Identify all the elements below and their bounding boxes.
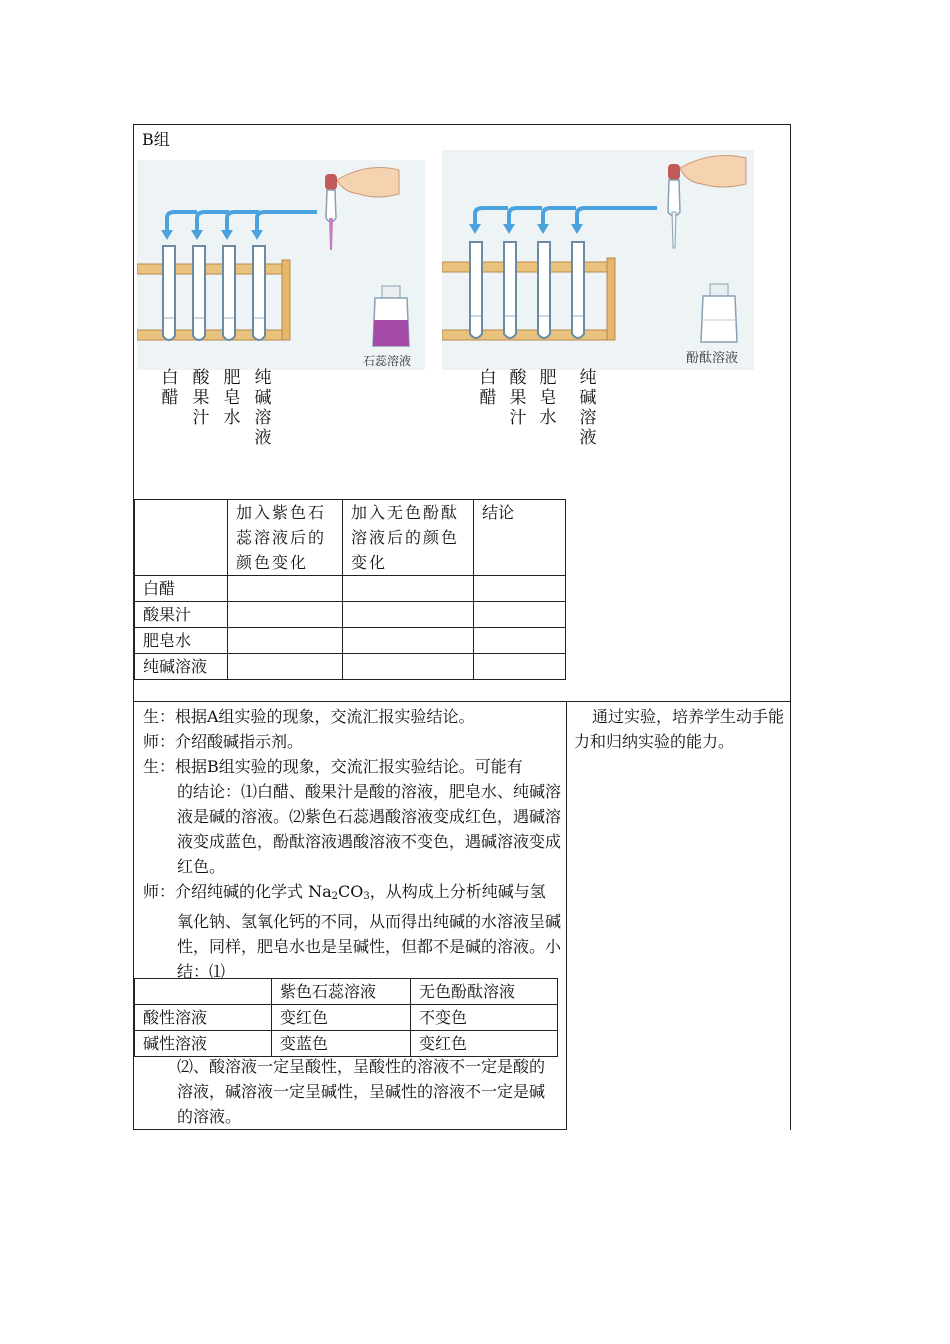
conclusion-2-text: ⑵、酸溶液一定呈酸性，呈酸性的溶液不一定是酸的溶液，碱溶液一定呈碱性，呈碱性的溶液不一定是碱的溶液。: [177, 1057, 546, 1126]
table1-cell: [474, 628, 566, 654]
litmus-bottle-label: 石蕊溶液: [363, 354, 412, 368]
frame-right: [790, 124, 791, 1130]
table2-row-acidic: 酸性溶液: [135, 1005, 272, 1031]
table1-cell: [228, 602, 343, 628]
table2-header-phenolphthalein: 无色酚酞溶液: [411, 979, 558, 1005]
table1-header-litmus: 加入紫色石蕊溶液后的颜色变化: [228, 500, 343, 576]
column-divider: [566, 701, 567, 1130]
activity-p1: 生：根据A组实验的现象，交流汇报实验结论。: [143, 707, 475, 726]
table2-cell-acidic-phenol: 不变色: [411, 1005, 558, 1031]
table1-cell: [343, 628, 474, 654]
table1-cell: [228, 576, 343, 602]
tube-label-vinegar: 白醋: [161, 368, 179, 408]
activity-text: [143, 704, 561, 984]
conclusion-2: [177, 1054, 559, 1129]
activity-p3-body: 的结论：⑴白醋、酸果汁是酸的溶液，肥皂水、纯碱溶液是碱的溶液。⑵紫色石蕊遇酸溶液变成红色，遇碱溶液变成蓝色，酚酞溶液遇酸溶液不变色，遇碱溶液变成红色。: [177, 782, 562, 876]
summary-table: [134, 978, 558, 1057]
tube-label-acid-juice: 酸果汁: [192, 368, 210, 428]
tube-label-soda-solution: 纯碱溶液: [254, 368, 272, 448]
table1-row-label: 白醋: [135, 576, 228, 602]
activity-p4-body: 氧化钠、氢氧化钙的不同，从而得出纯碱的水溶液呈碱性，同样，肥皂水也是呈碱性，但都不是碱的溶液。小结：⑴: [177, 912, 562, 981]
table2-row-basic: 碱性溶液: [135, 1031, 272, 1057]
activity-p3-head: 生：根据B组实验的现象，交流汇报实验结论。可能有: [143, 757, 523, 776]
activity-p2: 师：介绍酸碱指示剂。: [143, 732, 304, 751]
table1-row-label: 酸果汁: [135, 602, 228, 628]
phenolphthalein-experiment-illustration: [442, 150, 754, 370]
tube-label-soap-water-right: 肥皂水: [539, 368, 557, 428]
table1-header-phenolphthalein: 加入无色酚酞溶液后的颜色变化: [343, 500, 474, 576]
table1-cell: [228, 628, 343, 654]
bottom-left-border: [133, 1129, 567, 1130]
litmus-experiment-illustration: [137, 160, 425, 370]
phenolphthalein-bottle-label: 酚酞溶液: [686, 351, 739, 366]
activity-p4-head: 师：介绍纯碱的化学式 $Na_2CO_3$，从构成上分析纯碱与氢: [143, 882, 546, 902]
group-label: B组: [142, 130, 170, 149]
table2-header-litmus: 紫色石蕊溶液: [272, 979, 411, 1005]
table1-row-label: 纯碱溶液: [135, 654, 228, 680]
tube-label-vinegar-right: 白醋: [479, 368, 497, 408]
table1-cell: [474, 576, 566, 602]
table1-row-label: 肥皂水: [135, 628, 228, 654]
table1-cell: [228, 654, 343, 680]
observation-table: [134, 499, 566, 680]
row-divider: [133, 701, 791, 702]
table1-header-blank: [135, 500, 228, 576]
table1-cell: [474, 602, 566, 628]
table2-header-blank: [135, 979, 272, 1005]
tube-label-soap-water: 肥皂水: [223, 368, 241, 428]
table2-cell-basic-litmus: 变蓝色: [272, 1031, 411, 1057]
teaching-goal-text: 通过实验，培养学生动手能力和归纳实验的能力。: [574, 707, 785, 751]
table2-cell-basic-phenol: 变红色: [411, 1031, 558, 1057]
table2-cell-acidic-litmus: 变红色: [272, 1005, 411, 1031]
tube-label-acid-juice-right: 酸果汁: [509, 368, 527, 428]
tube-label-soda-solution-right: 纯碱溶液: [579, 368, 597, 448]
teaching-goal: [574, 704, 784, 754]
table1-cell: [474, 654, 566, 680]
frame-top: [133, 124, 791, 125]
table1-header-conclusion: 结论: [474, 500, 566, 576]
table1-cell: [343, 654, 474, 680]
table1-cell: [343, 602, 474, 628]
table1-cell: [343, 576, 474, 602]
